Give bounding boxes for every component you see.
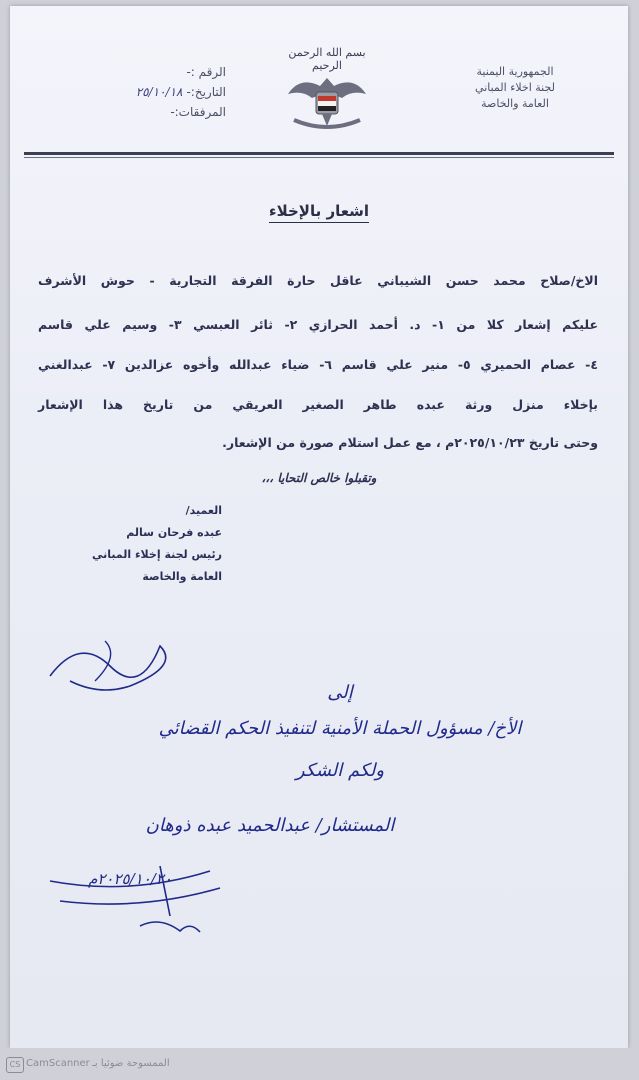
hand-line: المستشار/ عبدالحميد عبده ذوهان [145, 815, 395, 836]
signatory-name: عبده فرحان سالم [126, 526, 222, 539]
issuer-line: العامة والخاصة [481, 97, 549, 110]
attachments-row [36, 102, 226, 122]
signatory-role: رئيس لجنة إخلاء المباني [91, 548, 222, 561]
body-line: وحتى تاريخ ٢٠٢٥/١٠/٢٣م ، مع عمل استلام صورة من الإشعار. [222, 435, 598, 450]
camscanner-caption: الممسوحة ضوئيا بـ [92, 1058, 170, 1069]
issuer-line: لجنة اخلاء المباني [475, 81, 555, 94]
ref-number-label: الرقم :- [186, 65, 226, 79]
hand-date: ٢٠٢٥/١٠/٢٠م [88, 870, 172, 888]
camscanner-logo: CS [6, 1057, 24, 1073]
signatory-role: العامة والخاصة [142, 570, 222, 583]
body-line: عليكم إشعار كلا من ١- د. أحمد الحرازي ٢- ثائر العبسي ٣- وسيم علي قاسم [38, 317, 598, 332]
document-title-text: اشعار بالإخلاء [269, 202, 369, 223]
handwritten-annotation [10, 626, 628, 956]
signature-scribble [50, 646, 166, 690]
hand-line: ولكم الشكر [295, 760, 385, 781]
date-value: ٢٥/١٠/١٨ [135, 85, 183, 99]
attachments-label: المرفقات:- [170, 105, 226, 119]
signatory-block [82, 500, 222, 588]
scanner-footer [0, 1048, 639, 1080]
issuer-block [440, 64, 590, 112]
header-divider-thin [24, 157, 614, 158]
basmala: بسم الله الرحمن الرحيم [288, 46, 366, 72]
hand-line: الأخ/ مسؤول الحملة الأمنية لتنفيذ الحكم القضائي [158, 718, 522, 739]
body-line: ٤- عصام الحميري ٥- منير علي قاسم ٦- ضياء عبدالله وأخوه عزالدين ٧- عبدالغني [38, 357, 599, 372]
hand-line: إلى [327, 682, 353, 703]
camscanner-brand: CamScanner [26, 1058, 90, 1069]
ref-number-row [36, 62, 226, 82]
document-page [10, 6, 628, 1048]
republic-eagle-emblem-icon [282, 68, 372, 136]
document-title [10, 202, 628, 220]
signatory-title: العميد/ [185, 504, 222, 517]
header-divider [24, 152, 614, 155]
closing-salutation: وتقبلوا خالص التحايا ،،، [261, 471, 377, 485]
date-row [36, 82, 226, 102]
body-line: الاخ/صلاح محمد حسن الشيباني عاقل حارة الفرقة التجارية - حوش الأشرف [38, 273, 598, 288]
issuer-line: الجمهورية اليمنية [476, 65, 554, 78]
reference-fields [36, 62, 226, 122]
body-line: بإخلاء منزل ورثة عبده طاهر الصغير العريقي من تاريخ هذا الإشعار [38, 397, 598, 412]
date-label: التاريخ:- [186, 85, 226, 99]
